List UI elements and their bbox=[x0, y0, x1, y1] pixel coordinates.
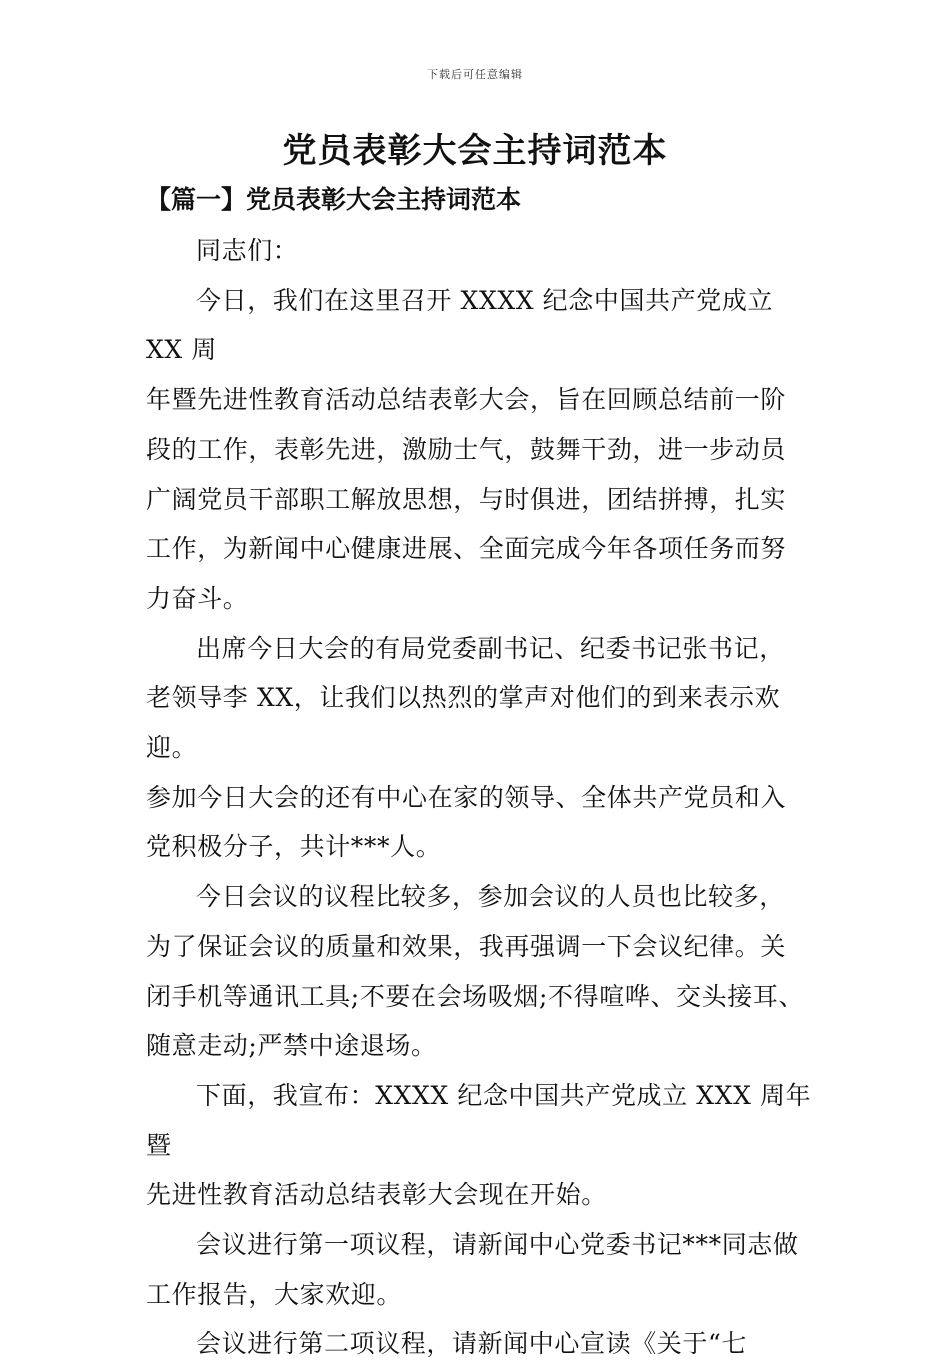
section-heading: 【篇一】党员表彰大会主持词范本 bbox=[146, 185, 522, 214]
paragraph-agenda-item-1: 会议进行第一项议程，请新闻中心党委书记***同志做 工作报告，大家欢迎。 bbox=[146, 1230, 799, 1309]
paragraph-opening: 今日，我们在这里召开 XXXX 纪念中国共产党成立 XX 周 年暨先进性教育活动总结表彰大会，旨在回顾总结前一阶 段的工作，表彰先进，激励士气，鼓舞干劲，进一步动员 广阔党员干部职工解放思想，与时俱进，团结拼搏，扎实 工作，为新闻中心健康进展、全面完成今年各项任务而努 力奋斗。 bbox=[146, 285, 787, 613]
paragraph-announcement: 下面，我宣布：XXXX 纪念中国共产党成立 XXX 周年暨 先进性教育活动总结表彰大会现在开始。 bbox=[146, 1080, 812, 1210]
paragraph-attendees: 出席今日大会的有局党委副书记、纪委书记张书记， 老领导李 XX，让我们以热烈的掌声对他们的到来表示欢迎。 参加今日大会的还有中心在家的领导、全体共产党员和入 党积极分子，共计***人。 bbox=[146, 633, 787, 862]
document-title: 党员表彰大会主持词范本 bbox=[282, 131, 668, 171]
paragraph-greeting: 同志们： bbox=[196, 236, 299, 265]
paragraph-discipline: 今日会议的议程比较多，参加会议的人员也比较多， 为了保证会议的质量和效果，我再强调一下会议纪律。关 闭手机等通讯工具;不要在会场吸烟;不得喧哗、交头接耳、 随意走动;严禁中途退场。 bbox=[146, 882, 805, 1061]
header-note: 下载后可任意编辑 bbox=[427, 68, 523, 81]
document-body bbox=[146, 226, 816, 1369]
paragraph-agenda-item-2: 会议进行第二项议程，请新闻中心宣读《关于“七 bbox=[196, 1329, 747, 1359]
